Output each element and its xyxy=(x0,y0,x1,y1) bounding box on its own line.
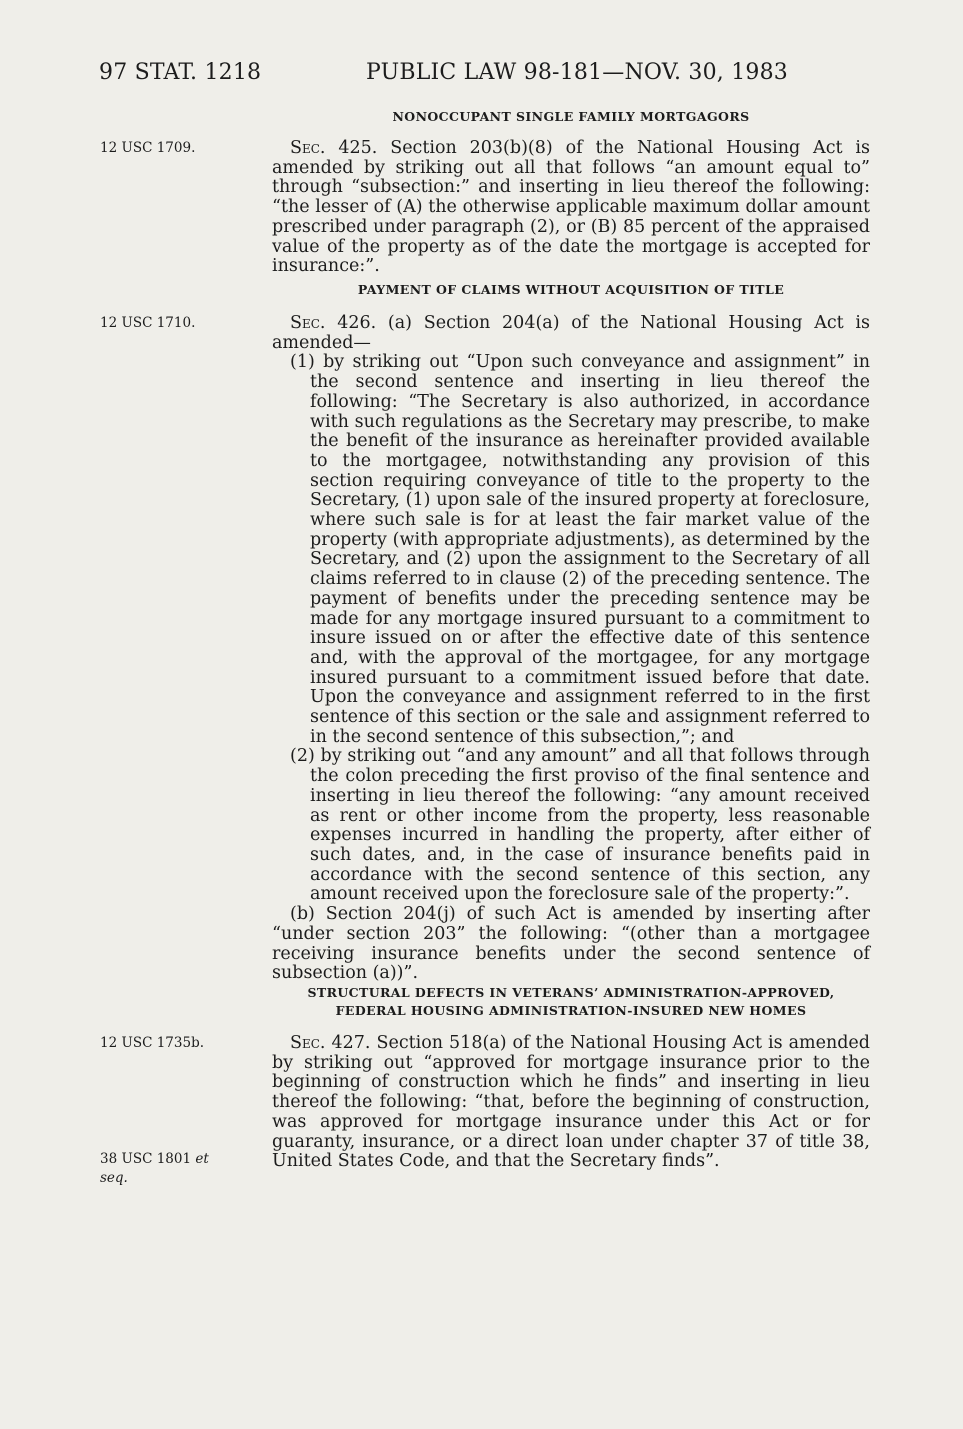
section-425-body xyxy=(272,139,870,277)
page-stat-citation: 97 STAT. 1218 xyxy=(99,60,262,85)
margin-note-title38-cite: 38 USC 1801 xyxy=(100,1151,192,1167)
page-running-title: PUBLIC LAW 98-181—NOV. 30, 1983 xyxy=(366,60,788,85)
section-425-paragraph xyxy=(272,139,870,277)
section-427-text: Section 518(a) of the National Housing Act is amended by striking out “approved for mortgage insurance prior to the beginning of construction which he finds” and inserting in lieu thereof the following: “that, before the beginning of construction, was approved for mortgage insurance under this Act or for guaranty, insurance, or a direct loan under chapter 37 of title 38, United States Code, and that the Secretary finds”. xyxy=(272,1033,870,1172)
section-heading-425: NONOCCUPANT SINGLE FAMILY MORTGAGORS xyxy=(392,109,750,124)
section-426-body xyxy=(272,314,870,984)
sec-label-427: Sec. 427. xyxy=(290,1033,371,1053)
sec-label-425: Sec. 425. xyxy=(290,138,378,158)
section-426-clause-2: (2) by striking out “and any amount” and all that follows through the colon preceding the first proviso of the final sentence and inserting in lieu thereof the following: “any amount received as rent or other income from the property, less reasonable expenses incurred in handling the property, after either of such dates, and, in the case of insurance benefits paid in accordance with the second sentence of this section, any amount received upon the foreclosure sale of the property:”. xyxy=(290,746,870,905)
section-426-intro-text: (a) Section 204(a) of the National Housing Act is amended— xyxy=(272,313,870,353)
section-heading-426: PAYMENT OF CLAIMS WITHOUT ACQUISITION OF TITLE xyxy=(357,282,785,297)
margin-note-425: 12 USC 1709. xyxy=(100,140,196,156)
margin-note-426: 12 USC 1710. xyxy=(100,315,196,331)
section-425-text: Section 203(b)(8) of the National Housing Act is amended by striking out all that follows “an amount equal to” through “subsection:” and inserting in lieu thereof the following: “the lesser of (A) the otherwise applicable maximum dollar amount prescribed under paragraph (2), or (B) 85 percent of the appraised value of the property as of the date the mortgage is accepted for insurance:”. xyxy=(272,138,870,277)
margin-note-et: et xyxy=(195,1151,209,1167)
section-426-paragraph-b: (b) Section 204(j) of such Act is amended by inserting after “under section 203” the following: “(other than a mortgagee receiving insurance benefits under the second sentence of subsection (a))”. xyxy=(272,904,870,984)
section-heading-427-line2: FEDERAL HOUSING ADMINISTRATION-INSURED NEW HOMES xyxy=(335,1003,807,1018)
margin-note-seq: seq. xyxy=(100,1170,128,1186)
section-heading-427-line1: STRUCTURAL DEFECTS IN VETERANS’ ADMINISTRATION-APPROVED, xyxy=(307,985,835,1000)
margin-note-427: 12 USC 1735b. xyxy=(100,1035,205,1051)
section-426-clause-1: (1) by striking out “Upon such conveyance and assignment” in the second sentence and inserting in lieu thereof the following: “The Secretary is also authorized, in accordance with such regulations as the Secretary may prescribe, to make the benefit of the insurance as hereinafter provided available to the mortgagee, notwithstanding any provision of this section requiring conveyance of title to the property to the Secretary, (1) upon sale of the insured property at foreclosure, where such sale is for at least the fair market value of the property (with appropriate adjustments), as determined by the Secretary, and (2) upon the assignment to the Secretary of all claims referred to in clause (2) of the preceding sentence. The payment of benefits under the preceding sentence may be made for any mortgage insured pursuant to a commitment to insure issued on or after the effective date of this sentence and, with the approval of the mortgagee, for any mortgage insured pursuant to a commitment issued before that date. Upon the conveyance and assignment referred to in the first sentence of this section or the sale and assignment referred to in the second sentence of this subsection,”; and xyxy=(290,352,870,747)
section-427-paragraph xyxy=(272,1034,870,1172)
sec-label-426: Sec. 426. xyxy=(290,313,377,333)
section-427-body xyxy=(272,1034,870,1172)
margin-note-427-title38 xyxy=(100,1150,250,1188)
section-426-intro xyxy=(272,314,870,353)
